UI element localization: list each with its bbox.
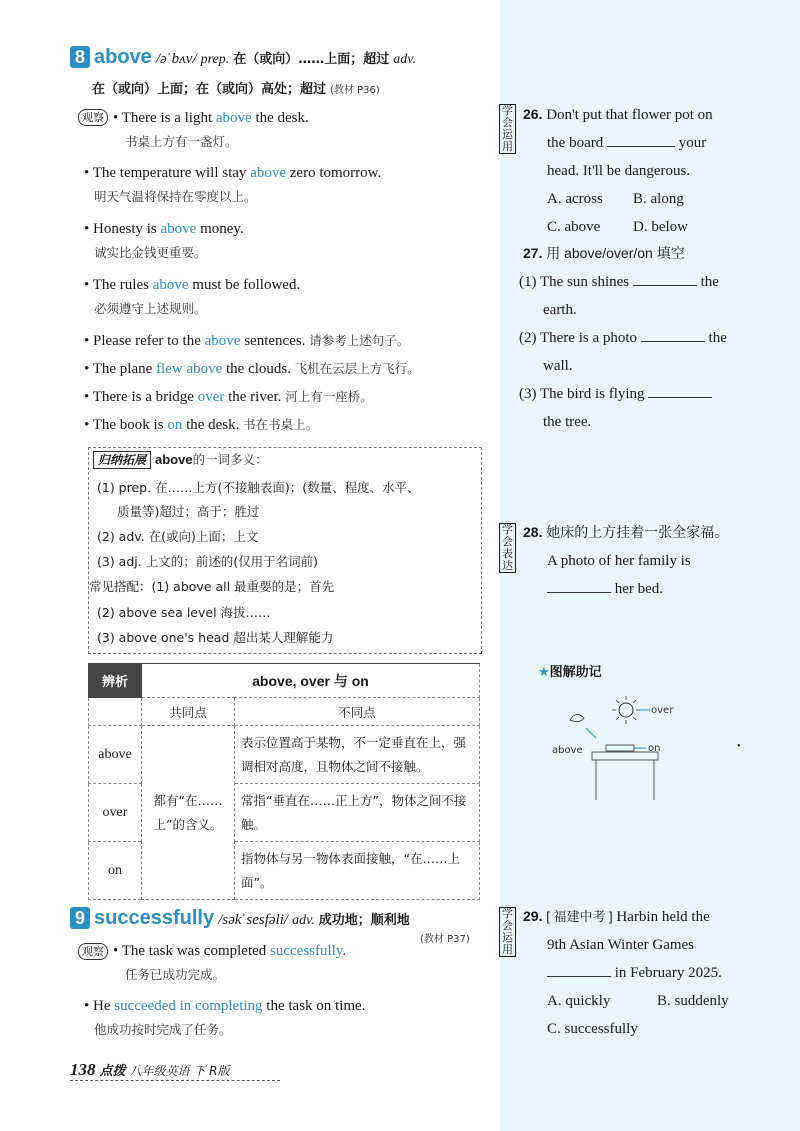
comparison-tag: 辨析 [89, 664, 142, 698]
example [113, 108, 483, 151]
footer [70, 1060, 280, 1081]
answer-blank[interactable] [641, 341, 705, 342]
guancha-tag: 观察 [78, 943, 108, 960]
brand: 点拨 [99, 1064, 126, 1079]
entry-number-badge: 9 [70, 907, 90, 929]
example-en: • Honesty is above money. [84, 221, 244, 237]
option[interactable]: A. across [547, 191, 603, 207]
textbook-ref: (教材 P36) [330, 85, 380, 96]
question-26: 26. Don't put that flower pot on the board your head. It'll be dangerous. A. across B. along C. above D. below [523, 104, 783, 237]
option[interactable]: C. successfully [547, 1021, 638, 1037]
induction-line: (2) above sea level 海拔…… [97, 605, 271, 620]
question-number: 29. [523, 908, 543, 924]
example-en: • The rules above must be followed. [84, 277, 301, 293]
entry-word: above [94, 46, 152, 68]
options-row [523, 217, 783, 237]
row-word: above [89, 726, 142, 784]
example-zh: 必须遵守上述规则。 [94, 301, 207, 316]
label-over: over [651, 705, 674, 716]
sun-icon [619, 703, 633, 717]
example: • The book is on the desk. 书在书桌上。 [84, 417, 319, 433]
common-cell: 都有“在……上”的含义。 [142, 726, 235, 900]
row-word: on [89, 842, 142, 900]
row-diff: 表示位置高于某物，不一定垂直在上，强调相对高度，且物体之间不接触。 [235, 726, 480, 784]
induction-line: 质量等)超过；高于；胜过 [117, 504, 260, 519]
label-on: on [648, 743, 661, 754]
illustration-title: ★图解助记 [538, 665, 602, 680]
question-28: 28. 她床的上方挂着一张全家福。 A photo of her family is her bed. [523, 524, 729, 597]
label-above: above [552, 745, 583, 756]
induction-line: (3) above one's head 超出某人理解能力 [97, 630, 334, 645]
example [84, 275, 484, 318]
comparison-title: above, over 与 on [142, 664, 480, 698]
answer-blank[interactable] [547, 592, 611, 593]
row-diff: 指物体与另一物体表面接触，“在……上面”。 [235, 842, 480, 900]
induction-tag: 归纳拓展 [93, 451, 151, 469]
row-word: over [89, 784, 142, 842]
options-row [523, 991, 793, 1011]
option[interactable]: B. along [633, 191, 684, 207]
question-number: 26. [523, 106, 543, 122]
induction-line: (1) prep. 在……上方(不接触表面)；(数量、程度、水平、 [97, 480, 420, 495]
question-27: 27. 用 above/over/on 填空 (1) The sun shines the earth. (2) There is a photo the wall. (3) The bird is flying the tree. [519, 245, 727, 430]
induction-line: (2) adv. 在(或向)上面；上文 [97, 529, 259, 544]
example-en: • He succeeded in completing the task on time. [84, 998, 366, 1014]
entry-ipa: /əˈbʌv/ [155, 51, 197, 67]
example [84, 219, 484, 262]
book-title: 八年级英语 下 R版 [129, 1064, 230, 1078]
example-en: • The task was completed successfully. [113, 943, 347, 959]
star-icon: ★ [538, 665, 550, 680]
induction-box [88, 447, 482, 654]
example: • There is a bridge over the river. 河上有一座桥。 [84, 389, 373, 405]
entry-ipa: /səkˈsesfəli/ [218, 912, 289, 928]
answer-blank[interactable] [648, 397, 712, 398]
row-diff: 常指“垂直在……正上方”，物体之间不接触。 [235, 784, 480, 842]
book-icon [606, 745, 634, 751]
entry-definition: 在（或向）上面；在（或向）高处；超过 [92, 82, 327, 97]
col-header-diff: 不同点 [235, 698, 480, 726]
answer-blank[interactable] [607, 146, 675, 147]
practice-tag: 学会运用 [499, 104, 516, 155]
question-source: [ 福建中考 ] [546, 909, 613, 924]
illustration-desk-lamp [548, 690, 688, 810]
example-en: • The temperature will stay above zero tomorrow. [84, 165, 382, 181]
entry-pos: adv. [393, 52, 416, 67]
induction-title: 归纳拓展 above的一词多义： [93, 451, 268, 469]
options-row [523, 189, 783, 209]
example: • Please refer to the above sentences. 请参考上述句子。 [84, 333, 410, 349]
entry-pos: adv. [292, 913, 315, 928]
example [113, 941, 483, 984]
answer-blank[interactable] [547, 976, 611, 977]
example-en: • There is a light above the desk. [113, 110, 309, 126]
answer-blank[interactable] [633, 285, 697, 286]
entry-definition: 成功地；顺利地 [318, 913, 410, 928]
question-number: 27. [523, 245, 543, 261]
comparison-table [88, 663, 480, 900]
guancha-tag: 观察 [78, 109, 108, 126]
induction-line: (3) adj. 上文的；前述的(仅用于名词前) [97, 554, 318, 569]
induction-line: 常见搭配：(1) above all 最重要的是；首先 [89, 579, 335, 594]
entry-definition: 在（或向）……上面；超过 [233, 52, 390, 67]
entry-pos: prep. [200, 52, 230, 67]
entry-number-badge: 8 [70, 46, 90, 68]
entry-8-header [70, 46, 490, 69]
example-zh: 任务已成功完成。 [125, 967, 226, 982]
option[interactable]: D. below [633, 219, 688, 235]
example-zh: 书在书桌上。 [243, 417, 319, 432]
textbook-ref: (教材 P37) [420, 934, 470, 945]
example-zh: 飞机在云层上方飞行。 [294, 361, 420, 376]
option[interactable]: B. suddenly [657, 993, 729, 1009]
question-29: 29. [ 福建中考 ] Harbin held the 9th Asian Winter Games in February 2025. A. quickly B. suddenly C. successfully [523, 906, 793, 1039]
example: • The plane flew above the clouds. 飞机在云层上方飞行。 [84, 361, 420, 377]
example-zh: 书桌上方有一盏灯。 [125, 134, 238, 149]
example-zh: 明天气温将保持在零度以上。 [94, 189, 257, 204]
practice-tag: 学会运用 [499, 907, 516, 958]
col-header-common: 共同点 [142, 698, 235, 726]
example [84, 996, 494, 1039]
expression-tag: 学会表达 [499, 523, 516, 574]
example-zh: 他成功按时完成了任务。 [94, 1022, 232, 1037]
page-number: 138 [70, 1060, 96, 1079]
dot-mark: • [737, 741, 741, 752]
example-zh: 河上有一座桥。 [285, 389, 373, 404]
question-number: 28. [523, 524, 543, 540]
entry-8-header-line2 [92, 78, 492, 98]
option[interactable]: A. quickly [547, 993, 611, 1009]
option[interactable]: C. above [547, 219, 601, 235]
entry-word: successfully [94, 907, 215, 929]
bird-icon [570, 714, 584, 721]
example [84, 163, 484, 206]
example-zh: 请参考上述句子。 [309, 333, 410, 348]
entry-9-header [70, 907, 500, 930]
example-zh: 诚实比金钱更重要。 [94, 245, 207, 260]
